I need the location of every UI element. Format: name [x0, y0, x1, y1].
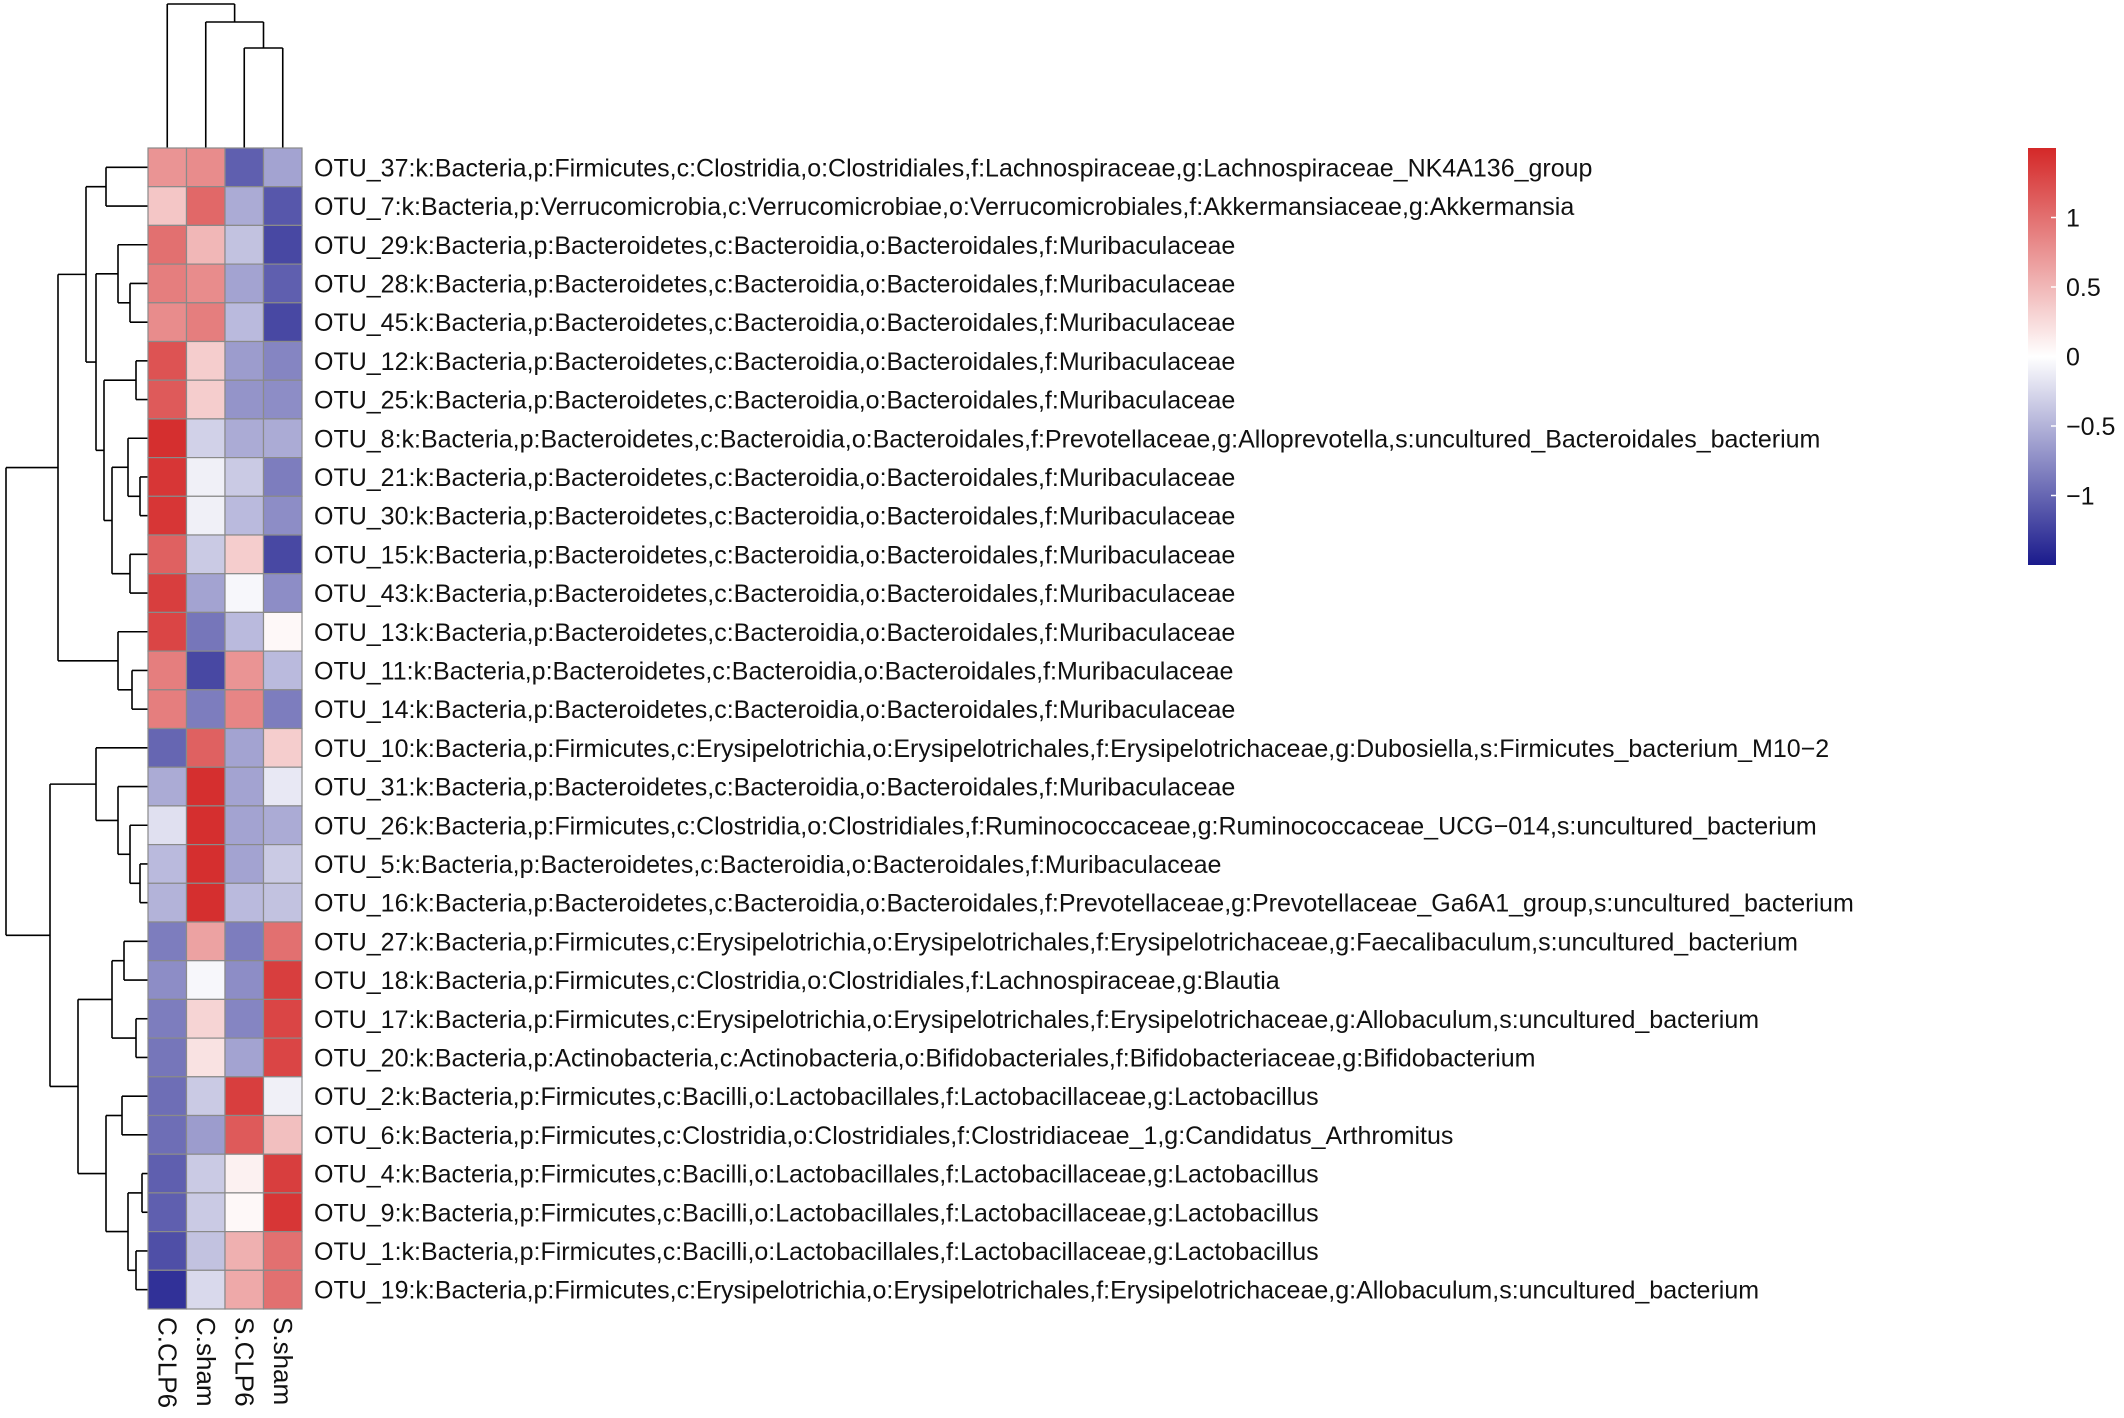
- heatmap-cell: [148, 1232, 187, 1271]
- heatmap-cell: [264, 690, 303, 729]
- heatmap-cell: [264, 1193, 303, 1232]
- heatmap-cell: [148, 187, 187, 226]
- heatmap-cell: [264, 380, 303, 419]
- heatmap-cell: [187, 535, 226, 574]
- row-label: OTU_6:k:Bacteria,p:Firmicutes,c:Clostridia,o:Clostridiales,f:Clostridiaceae_1,g:Candidatus_Arthromitus: [314, 1121, 1454, 1150]
- heatmap-cell: [148, 1077, 187, 1116]
- heatmap-cell: [187, 264, 226, 303]
- row-label: OTU_13:k:Bacteria,p:Bacteroidetes,c:Bacteroidia,o:Bacteroidales,f:Muribaculaceae: [314, 618, 1236, 647]
- heatmap-cell: [187, 225, 226, 264]
- row-label: OTU_9:k:Bacteria,p:Firmicutes,c:Bacilli,o:Lactobacillales,f:Lactobacillaceae,g:Lactobacillus: [314, 1199, 1319, 1228]
- heatmap-cell: [148, 225, 187, 264]
- heatmap-cell: [225, 922, 264, 961]
- legend-tick-label: 0: [2066, 343, 2080, 372]
- heatmap-cell: [187, 729, 226, 768]
- heatmap-cell: [148, 1270, 187, 1309]
- heatmap-cell: [225, 883, 264, 922]
- heatmap-cell: [264, 187, 303, 226]
- row-label: OTU_10:k:Bacteria,p:Firmicutes,c:Erysipelotrichia,o:Erysipelotrichales,f:Erysipelotrichaceae,g:Dubosiella,s:Firmicutes_bacterium_M10−2: [314, 734, 1830, 763]
- heatmap-cell: [225, 303, 264, 342]
- row-label: OTU_4:k:Bacteria,p:Firmicutes,c:Bacilli,o:Lactobacillales,f:Lactobacillaceae,g:Lactobacillus: [314, 1160, 1319, 1189]
- row-label: OTU_28:k:Bacteria,p:Bacteroidetes,c:Bacteroidia,o:Bacteroidales,f:Muribaculaceae: [314, 270, 1236, 299]
- legend-tick-label: 1: [2066, 204, 2080, 233]
- heatmap-cell: [264, 1232, 303, 1271]
- heatmap-cell: [225, 999, 264, 1038]
- heatmap-cell: [264, 922, 303, 961]
- heatmap-cell: [187, 496, 226, 535]
- heatmap-cell: [264, 612, 303, 651]
- row-label: OTU_43:k:Bacteria,p:Bacteroidetes,c:Bacteroidia,o:Bacteroidales,f:Muribaculaceae: [314, 580, 1236, 609]
- heatmap-cell: [148, 1116, 187, 1155]
- heatmap-cell: [264, 1270, 303, 1309]
- heatmap-cell: [148, 961, 187, 1000]
- heatmap-cell: [148, 496, 187, 535]
- legend-tick-label: 0.5: [2066, 274, 2101, 302]
- heatmap-cell: [264, 1116, 303, 1155]
- heatmap-cell: [225, 612, 264, 651]
- row-dendrogram: [6, 167, 148, 1289]
- heatmap-cell: [187, 342, 226, 381]
- heatmap-cell: [264, 574, 303, 613]
- heatmap-cell: [187, 845, 226, 884]
- heatmap-cell: [225, 845, 264, 884]
- heatmap-cell: [264, 148, 303, 187]
- heatmap-cell: [264, 1038, 303, 1077]
- heatmap-cell: [264, 535, 303, 574]
- heatmap-cell: [148, 574, 187, 613]
- heatmap-cell: [148, 845, 187, 884]
- row-label: OTU_30:k:Bacteria,p:Bacteroidetes,c:Bacteroidia,o:Bacteroidales,f:Muribaculaceae: [314, 502, 1236, 531]
- row-label: OTU_29:k:Bacteria,p:Bacteroidetes,c:Bacteroidia,o:Bacteroidales,f:Muribaculaceae: [314, 231, 1236, 260]
- heatmap-cell: [148, 690, 187, 729]
- heatmap-cell: [187, 148, 226, 187]
- heatmap-cell: [148, 535, 187, 574]
- heatmap-cell: [187, 690, 226, 729]
- heatmap-cell: [225, 380, 264, 419]
- heatmap-cell: [225, 419, 264, 458]
- row-label: OTU_11:k:Bacteria,p:Bacteroidetes,c:Bacteroidia,o:Bacteroidales,f:Muribaculaceae: [314, 657, 1234, 686]
- heatmap-cell: [148, 612, 187, 651]
- heatmap-cell: [187, 303, 226, 342]
- heatmap-cell: [264, 806, 303, 845]
- row-label: OTU_45:k:Bacteria,p:Bacteroidetes,c:Bacteroidia,o:Bacteroidales,f:Muribaculaceae: [314, 309, 1236, 338]
- heatmap-cell: [264, 1154, 303, 1193]
- heatmap-cell: [264, 303, 303, 342]
- heatmap-cell: [187, 883, 226, 922]
- heatmap-cell: [187, 922, 226, 961]
- heatmap-cell: [264, 651, 303, 690]
- heatmap-cell: [225, 767, 264, 806]
- heatmap-cell: [148, 342, 187, 381]
- row-label: OTU_20:k:Bacteria,p:Actinobacteria,c:Actinobacteria,o:Bifidobacteriales,f:Bifidobacteriaceae,g:Bifidobacterium: [314, 1044, 1536, 1073]
- heatmap-cell: [225, 690, 264, 729]
- heatmap-cell: [148, 303, 187, 342]
- row-label: OTU_31:k:Bacteria,p:Bacteroidetes,c:Bacteroidia,o:Bacteroidales,f:Muribaculaceae: [314, 773, 1236, 802]
- heatmap-cell: [225, 458, 264, 497]
- row-label: OTU_21:k:Bacteria,p:Bacteroidetes,c:Bacteroidia,o:Bacteroidales,f:Muribaculaceae: [314, 463, 1236, 492]
- heatmap-cell: [225, 225, 264, 264]
- row-label: OTU_7:k:Bacteria,p:Verrucomicrobia,c:Verrucomicrobiae,o:Verrucomicrobiales,f:Akkermansiaceae,g:Akkermansia: [314, 193, 1575, 222]
- heatmap-cell: [264, 225, 303, 264]
- heatmap-cell: [148, 1193, 187, 1232]
- heatmap-cell: [264, 999, 303, 1038]
- row-label: OTU_16:k:Bacteria,p:Bacteroidetes,c:Bacteroidia,o:Bacteroidales,f:Prevotellaceae,g:Prevotellaceae_Ga6A1_group,s:uncultured_bacterium: [314, 889, 1854, 918]
- heatmap-cell: [187, 1077, 226, 1116]
- heatmap-cell: [264, 419, 303, 458]
- heatmap-cell: [187, 574, 226, 613]
- heatmap-cell: [225, 806, 264, 845]
- row-label: OTU_37:k:Bacteria,p:Firmicutes,c:Clostridia,o:Clostridiales,f:Lachnospiraceae,g:Lachnospiraceae_NK4A136_group: [314, 154, 1593, 183]
- heatmap-cell: [187, 458, 226, 497]
- heatmap-cell: [148, 148, 187, 187]
- column-dendrogram: [167, 4, 283, 148]
- row-label: OTU_1:k:Bacteria,p:Firmicutes,c:Bacilli,o:Lactobacillales,f:Lactobacillaceae,g:Lactobacillus: [314, 1237, 1319, 1266]
- heatmap-cell: [225, 961, 264, 1000]
- heatmap-cell: [225, 574, 264, 613]
- row-label: OTU_2:k:Bacteria,p:Firmicutes,c:Bacilli,o:Lactobacillales,f:Lactobacillaceae,g:Lactobacillus: [314, 1083, 1319, 1112]
- heatmap-cell: [264, 264, 303, 303]
- heatmap-cell: [225, 1232, 264, 1271]
- row-label: OTU_26:k:Bacteria,p:Firmicutes,c:Clostridia,o:Clostridiales,f:Ruminococcaceae,g:Ruminococcaceae_UCG−014,s:uncultured_bacterium: [314, 812, 1817, 841]
- column-label: C.sham: [190, 1317, 221, 1407]
- legend-tick-label: −0.5: [2066, 413, 2116, 441]
- row-label: OTU_27:k:Bacteria,p:Firmicutes,c:Erysipelotrichia,o:Erysipelotrichales,f:Erysipelotrichaceae,g:Faecalibaculum,s:uncultured_bacterium: [314, 928, 1798, 957]
- heatmap-cell: [148, 767, 187, 806]
- heatmap-cell: [225, 1154, 264, 1193]
- heatmap-cell: [187, 1270, 226, 1309]
- heatmap-cell: [187, 1193, 226, 1232]
- heatmap-cell: [148, 419, 187, 458]
- heatmap-cell: [225, 651, 264, 690]
- heatmap-cell: [187, 806, 226, 845]
- heatmap-cell: [187, 1038, 226, 1077]
- heatmap-cell: [148, 922, 187, 961]
- column-label: S.sham: [267, 1317, 298, 1406]
- heatmap-cell: [264, 767, 303, 806]
- heatmap-cell: [225, 496, 264, 535]
- heatmap-cell: [264, 961, 303, 1000]
- heatmap-cell: [148, 1038, 187, 1077]
- heatmap-cells: [148, 148, 302, 1309]
- heatmap-cell: [187, 380, 226, 419]
- heatmap-cell: [225, 264, 264, 303]
- column-label: S.CLP6: [229, 1317, 260, 1407]
- heatmap-cell: [187, 419, 226, 458]
- heatmap-cell: [187, 999, 226, 1038]
- row-labels: [314, 154, 1854, 1304]
- row-label: OTU_17:k:Bacteria,p:Firmicutes,c:Erysipelotrichia,o:Erysipelotrichales,f:Erysipelotrichaceae,g:Allobaculum,s:uncultured_bacterium: [314, 1005, 1760, 1034]
- legend-tick-label: −1: [2066, 482, 2095, 511]
- column-label: C.CLP6: [152, 1317, 183, 1409]
- heatmap-cell: [187, 767, 226, 806]
- heatmap-cell: [225, 1270, 264, 1309]
- row-label: OTU_15:k:Bacteria,p:Bacteroidetes,c:Bacteroidia,o:Bacteroidales,f:Muribaculaceae: [314, 541, 1236, 570]
- heatmap-cell: [187, 1154, 226, 1193]
- column-labels: [152, 1317, 298, 1408]
- row-label: OTU_14:k:Bacteria,p:Bacteroidetes,c:Bacteroidia,o:Bacteroidales,f:Muribaculaceae: [314, 696, 1236, 725]
- row-label: OTU_8:k:Bacteria,p:Bacteroidetes,c:Bacteroidia,o:Bacteroidales,f:Prevotellaceae,g:Alloprevotella,s:uncultured_Bacteroidales_bacterium: [314, 425, 1821, 454]
- heatmap-cell: [148, 883, 187, 922]
- heatmap-cell: [264, 883, 303, 922]
- heatmap-cell: [225, 1116, 264, 1155]
- heatmap-cell: [225, 729, 264, 768]
- heatmap-cell: [148, 264, 187, 303]
- heatmap-cell: [148, 1154, 187, 1193]
- heatmap-cell: [225, 342, 264, 381]
- heatmap-cell: [225, 1193, 264, 1232]
- heatmap-cell: [264, 496, 303, 535]
- row-label: OTU_25:k:Bacteria,p:Bacteroidetes,c:Bacteroidia,o:Bacteroidales,f:Muribaculaceae: [314, 386, 1236, 415]
- heatmap-cell: [225, 1038, 264, 1077]
- heatmap-cell: [148, 729, 187, 768]
- heatmap-cell: [187, 612, 226, 651]
- heatmap-cell: [187, 651, 226, 690]
- heatmap-cell: [225, 1077, 264, 1116]
- row-label: OTU_12:k:Bacteria,p:Bacteroidetes,c:Bacteroidia,o:Bacteroidales,f:Muribaculaceae: [314, 347, 1236, 376]
- heatmap-cell: [148, 380, 187, 419]
- heatmap-cell: [187, 187, 226, 226]
- heatmap-cell: [187, 1116, 226, 1155]
- heatmap-cell: [187, 1232, 226, 1271]
- heatmap-cell: [225, 187, 264, 226]
- heatmap-cell: [225, 535, 264, 574]
- heatmap-cell: [187, 961, 226, 1000]
- row-label: OTU_19:k:Bacteria,p:Firmicutes,c:Erysipelotrichia,o:Erysipelotrichales,f:Erysipelotrichaceae,g:Allobaculum,s:uncultured_bacterium: [314, 1276, 1760, 1305]
- row-label: OTU_18:k:Bacteria,p:Firmicutes,c:Clostridia,o:Clostridiales,f:Lachnospiraceae,g:Blautia: [314, 967, 1280, 996]
- row-label: OTU_5:k:Bacteria,p:Bacteroidetes,c:Bacteroidia,o:Bacteroidales,f:Muribaculaceae: [314, 850, 1222, 879]
- heatmap-cell: [148, 999, 187, 1038]
- heatmap-cell: [264, 1077, 303, 1116]
- heatmap-cell: [148, 806, 187, 845]
- color-legend: [2028, 148, 2115, 565]
- heatmap-cell: [148, 651, 187, 690]
- heatmap-cell: [264, 845, 303, 884]
- heatmap-cell: [148, 458, 187, 497]
- heatmap-cell: [264, 729, 303, 768]
- heatmap-cell: [264, 458, 303, 497]
- heatmap-cell: [264, 342, 303, 381]
- heatmap-cell: [225, 148, 264, 187]
